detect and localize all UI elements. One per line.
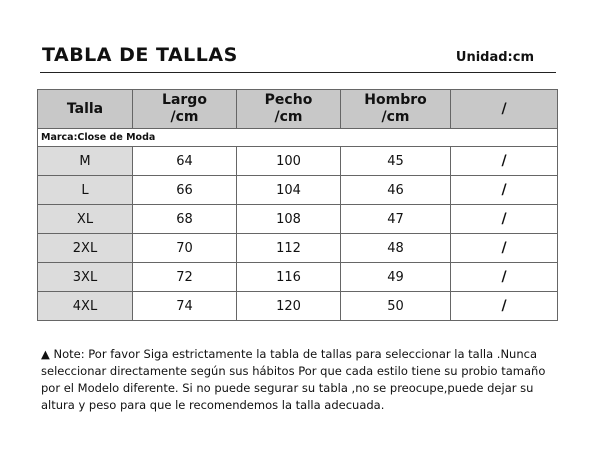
brand-label: Marca:Close de Moda (38, 129, 558, 147)
column-header-talla-label: Talla (66, 100, 104, 117)
pecho-cell: 112 (237, 234, 341, 263)
hombro-cell: 47 (341, 205, 451, 234)
column-header-extra (451, 90, 558, 129)
extra-cell: / (451, 176, 558, 205)
largo-cell: 70 (133, 234, 237, 263)
extra-cell: / (451, 292, 558, 321)
extra-cell: / (451, 205, 558, 234)
unit-label: Unidad:cm (455, 50, 534, 65)
size-cell: 4XL (38, 292, 133, 321)
column-header-pecho (237, 90, 341, 129)
column-header-hombro (341, 90, 451, 129)
size-cell: XL (38, 205, 133, 234)
extra-cell: / (451, 147, 558, 176)
page-title: TABLA DE TALLAS (42, 44, 238, 66)
column-header-pecho-unit: /cm (274, 109, 303, 125)
largo-cell: 74 (133, 292, 237, 321)
pecho-cell: 104 (237, 176, 341, 205)
column-header-talla (38, 90, 133, 129)
column-header-hombro-label: Hombro (364, 92, 427, 108)
largo-cell: 64 (133, 147, 237, 176)
column-header-pecho-label: Pecho (264, 92, 313, 108)
size-cell: 2XL (38, 234, 133, 263)
pecho-cell: 100 (237, 147, 341, 176)
pecho-cell: 116 (237, 263, 341, 292)
size-cell: M (38, 147, 133, 176)
pecho-cell: 108 (237, 205, 341, 234)
hombro-cell: 45 (341, 147, 451, 176)
largo-cell: 66 (133, 176, 237, 205)
largo-cell: 72 (133, 263, 237, 292)
extra-cell: / (451, 263, 558, 292)
extra-cell: / (451, 234, 558, 263)
hombro-cell: 48 (341, 234, 451, 263)
hombro-cell: 49 (341, 263, 451, 292)
size-cell: 3XL (38, 263, 133, 292)
note-text: Note: Por favor Siga estrictamente la tabla de tallas para seleccionar la talla .Nunca seleccionar directamente según sus hábitos Por que cada estilo tiene su probio tamaño por el Modelo diferente. Si no puede segurar su tabla ,no se preocupe,puede dejar su altura y peso para que le recomendemos la talla adecuada. (41, 347, 546, 412)
table-row (38, 205, 558, 234)
column-header-largo-label: Largo (162, 92, 207, 108)
size-note (41, 346, 561, 414)
column-header-hombro-unit: /cm (381, 109, 410, 125)
brand-row (38, 129, 558, 147)
table-header-row (38, 90, 558, 129)
column-header-largo (133, 90, 237, 129)
hombro-cell: 46 (341, 176, 451, 205)
table-row (38, 234, 558, 263)
column-header-largo-unit: /cm (170, 109, 199, 125)
pecho-cell: 120 (237, 292, 341, 321)
page-header (40, 40, 556, 73)
hombro-cell: 50 (341, 292, 451, 321)
column-header-extra-label: / (501, 100, 507, 117)
size-table (37, 89, 558, 321)
size-cell: L (38, 176, 133, 205)
table-row (38, 147, 558, 176)
largo-cell: 68 (133, 205, 237, 234)
warning-triangle-icon: ▲ (41, 347, 50, 361)
table-row (38, 263, 558, 292)
table-row (38, 176, 558, 205)
table-row (38, 292, 558, 321)
